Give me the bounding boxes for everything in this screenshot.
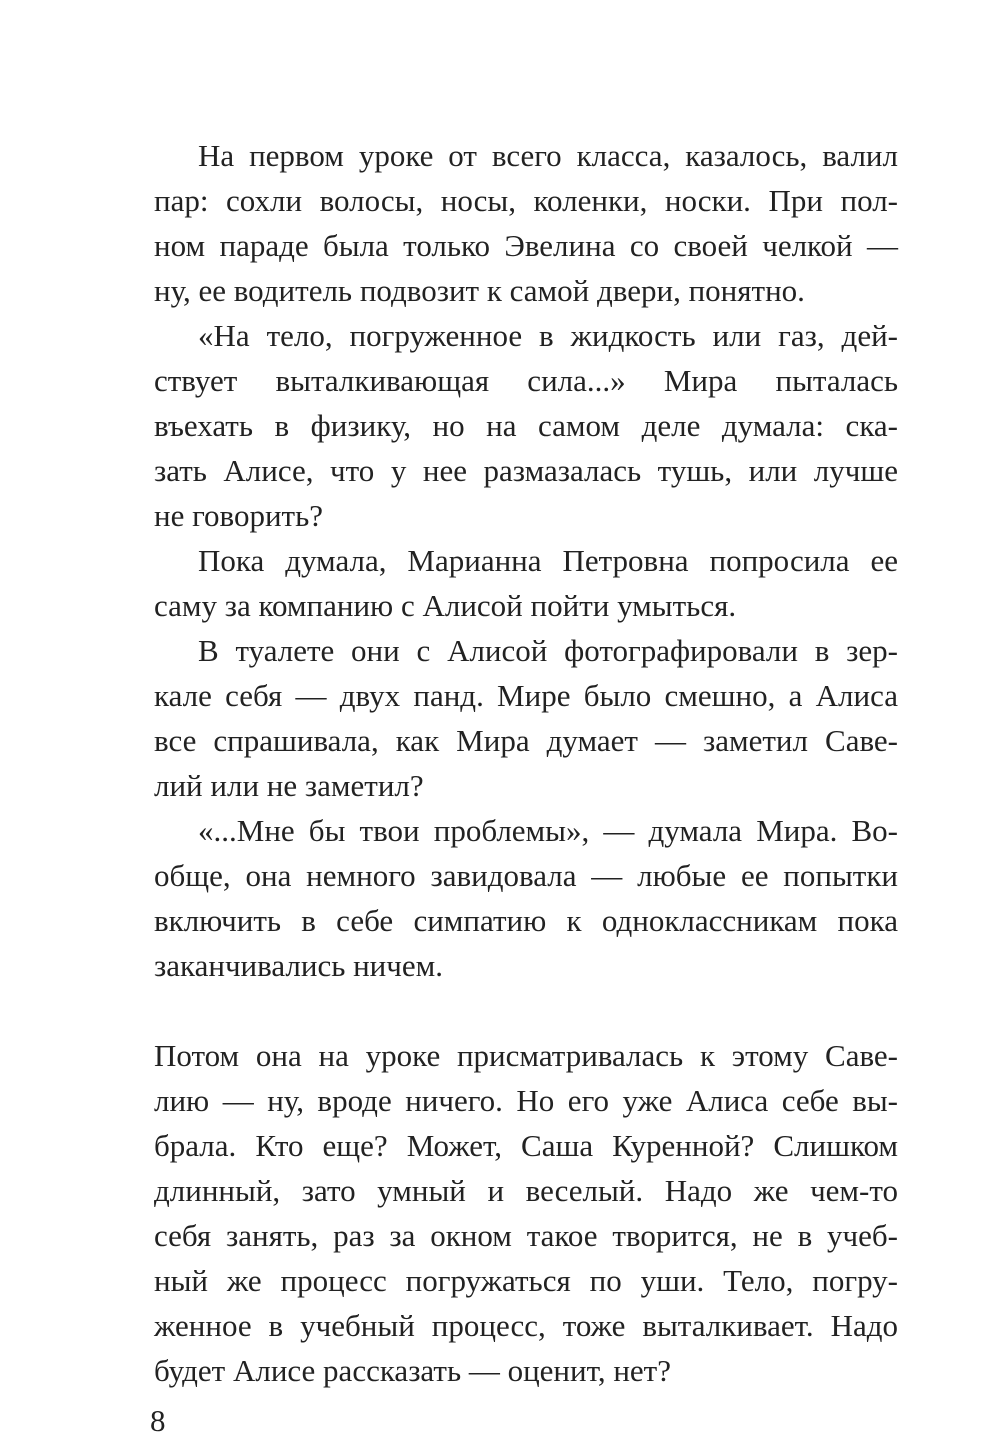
text-line: пар: сохли волосы, носы, коленки, носки. При пол- (154, 183, 898, 218)
text-line: будет Алисе рассказать — оценит, нет? (154, 1353, 671, 1388)
text-line: ный же процесс погружаться по уши. Тело, погру- (154, 1263, 898, 1298)
text-line: въехать в физику, но на самом деле думала: ска- (154, 408, 898, 443)
text-line: себя занять, раз за окном такое творится, не в учеб- (154, 1218, 898, 1253)
text-line: «...Мне бы твои проблемы», — думала Мира. Во- (198, 813, 898, 848)
text-line: ствует выталкивающая сила...» Мира пыталась (154, 363, 898, 398)
text-line: все спрашивала, как Мира думает — заметил Саве- (154, 723, 898, 758)
page-number: 8 (150, 1403, 166, 1438)
text-line: включить в себе симпатию к одноклассникам пока (154, 903, 898, 938)
text-line: В туалете они с Алисой фотографировали в зер- (198, 633, 898, 668)
text-line: На первом уроке от всего класса, казалось, валил (198, 138, 898, 173)
text-line: лий или не заметил? (154, 768, 424, 803)
text-line: ну, ее водитель подвозит к самой двери, понятно. (154, 273, 805, 308)
text-line: «На тело, погруженное в жидкость или газ, дей- (198, 318, 898, 353)
text-line: заканчивались ничем. (154, 948, 443, 983)
text-line: длинный, зато умный и веселый. Надо же чем-то (154, 1173, 898, 1208)
text-line: не говорить? (154, 498, 324, 533)
text-line: обще, она немного завидовала — любые ее попытки (154, 858, 898, 893)
text-line: зать Алисе, что у нее размазалась тушь, или лучше (154, 453, 898, 488)
text-line: кале себя — двух панд. Мире было смешно, а Алиса (154, 678, 898, 713)
text-line: женное в учебный процесс, тоже выталкивает. Надо (154, 1308, 898, 1343)
text-line: брала. Кто еще? Может, Саша Куренной? Слишком (154, 1128, 898, 1163)
text-line: Пока думала, Марианна Петровна попросила ее (198, 543, 898, 578)
text-line: саму за компанию с Алисой пойти умыться. (154, 588, 737, 623)
text-line: ном параде была только Эвелина со своей челкой — (154, 228, 898, 263)
text-line: Потом она на уроке присматривалась к этому Саве- (154, 1038, 898, 1073)
text-line: лию — ну, вроде ничего. Но его уже Алиса себе вы- (154, 1083, 898, 1118)
